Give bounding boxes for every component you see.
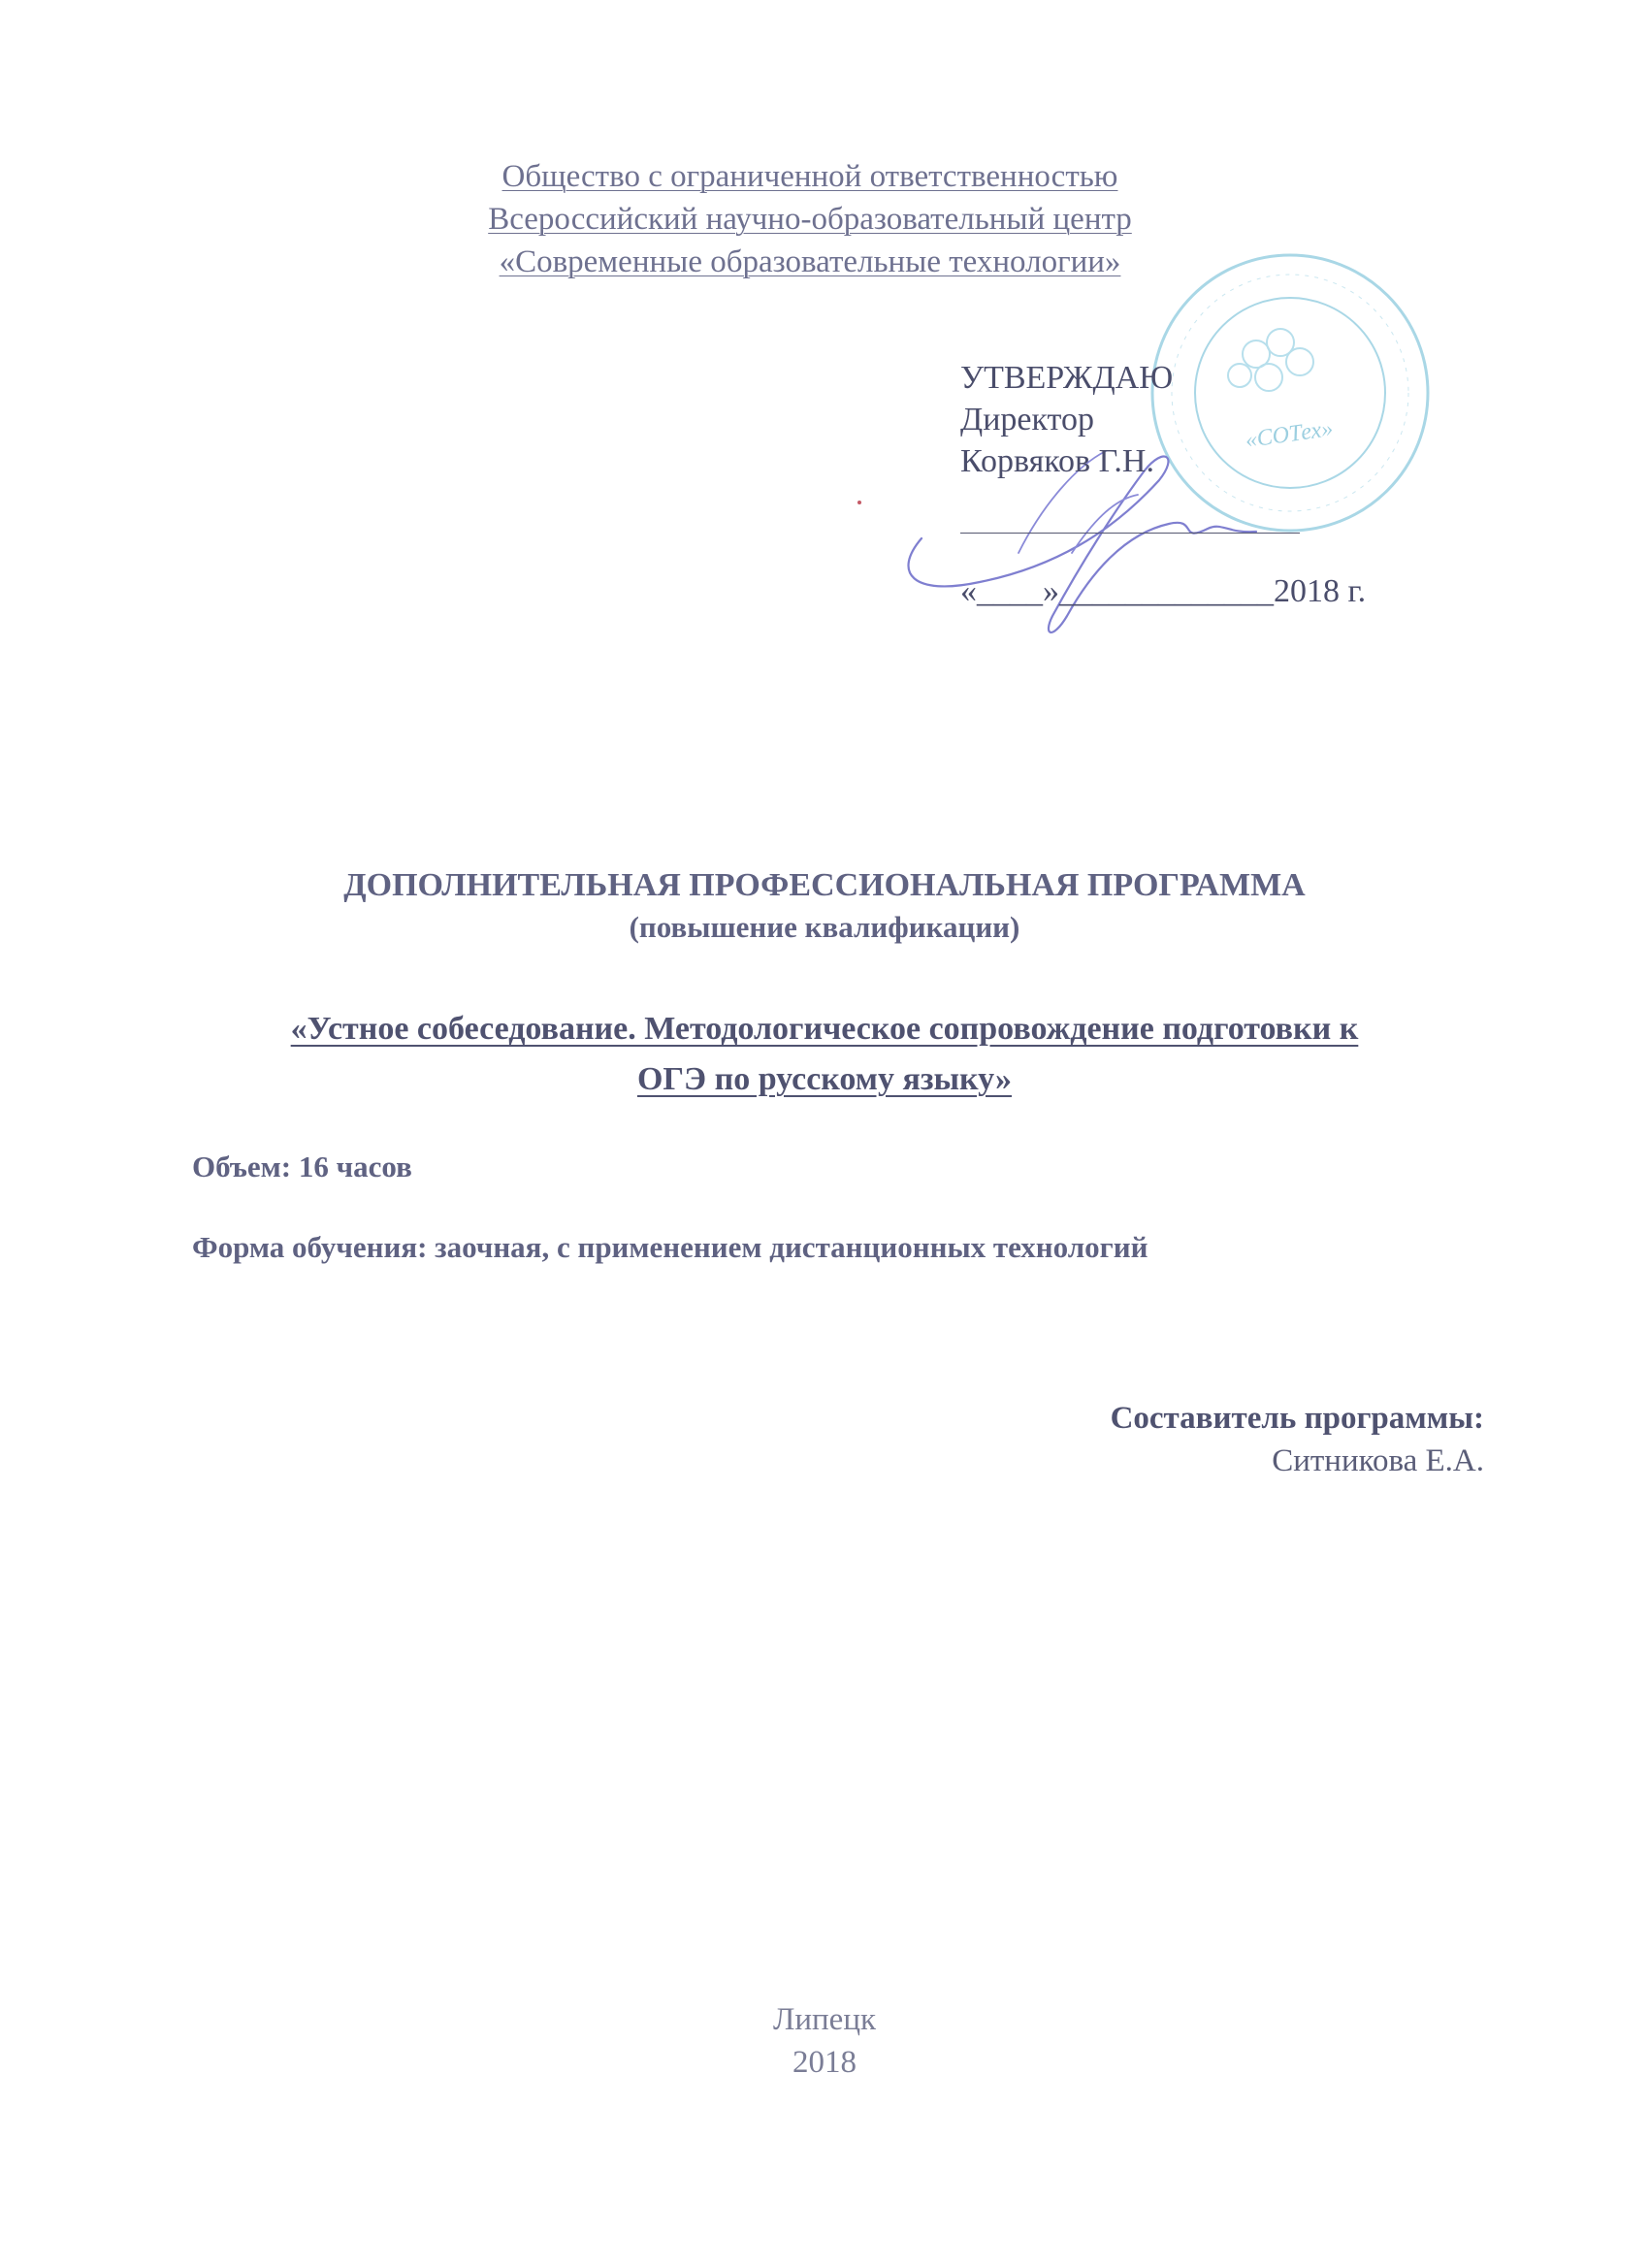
program-volume: Объем: 16 часов	[192, 1150, 412, 1183]
composer-block	[1111, 1397, 1484, 1482]
program-subtitle: (повышение квалификации)	[629, 910, 1020, 944]
program-heading	[184, 863, 1465, 947]
document-footer	[679, 1998, 970, 2084]
approval-title: УТВЕРЖДАЮ	[960, 360, 1174, 396]
footer-year: 2018	[792, 2045, 857, 2080]
approval-date-line: «____»_____________2018 г.	[960, 573, 1367, 609]
footer-city: Липецк	[772, 2002, 877, 2037]
org-line-2: Всероссийский научно-образовательный центр	[488, 202, 1132, 237]
org-line-3: «Современные образовательные технологии»	[499, 244, 1121, 279]
composer-label: Составитель программы:	[1110, 1401, 1484, 1436]
course-title	[184, 1004, 1465, 1105]
ink-speck	[857, 501, 861, 504]
organization-header	[369, 155, 1251, 283]
approval-block	[960, 357, 1366, 612]
composer-name: Ситникова Е.А.	[1272, 1443, 1484, 1478]
approval-name: Корвяков Г.Н.	[960, 443, 1154, 479]
program-title: ДОПОЛНИТЕЛЬНАЯ ПРОФЕССИОНАЛЬНАЯ ПРОГРАММА	[343, 867, 1306, 903]
stamp-text: «СОТех»	[1244, 415, 1335, 454]
program-form: Форма обучения: заочная, с применением дистанционных технологий	[192, 1230, 1148, 1264]
approval-position: Директор	[960, 402, 1094, 437]
org-line-1: Общество с ограниченной ответственностью	[501, 159, 1118, 194]
course-title-line-1: «Устное собеседование. Методологическое сопровождение подготовки к	[290, 1011, 1359, 1047]
signature-line	[960, 533, 1300, 534]
course-title-line-2: ОГЭ по русскому языку»	[636, 1061, 1013, 1097]
